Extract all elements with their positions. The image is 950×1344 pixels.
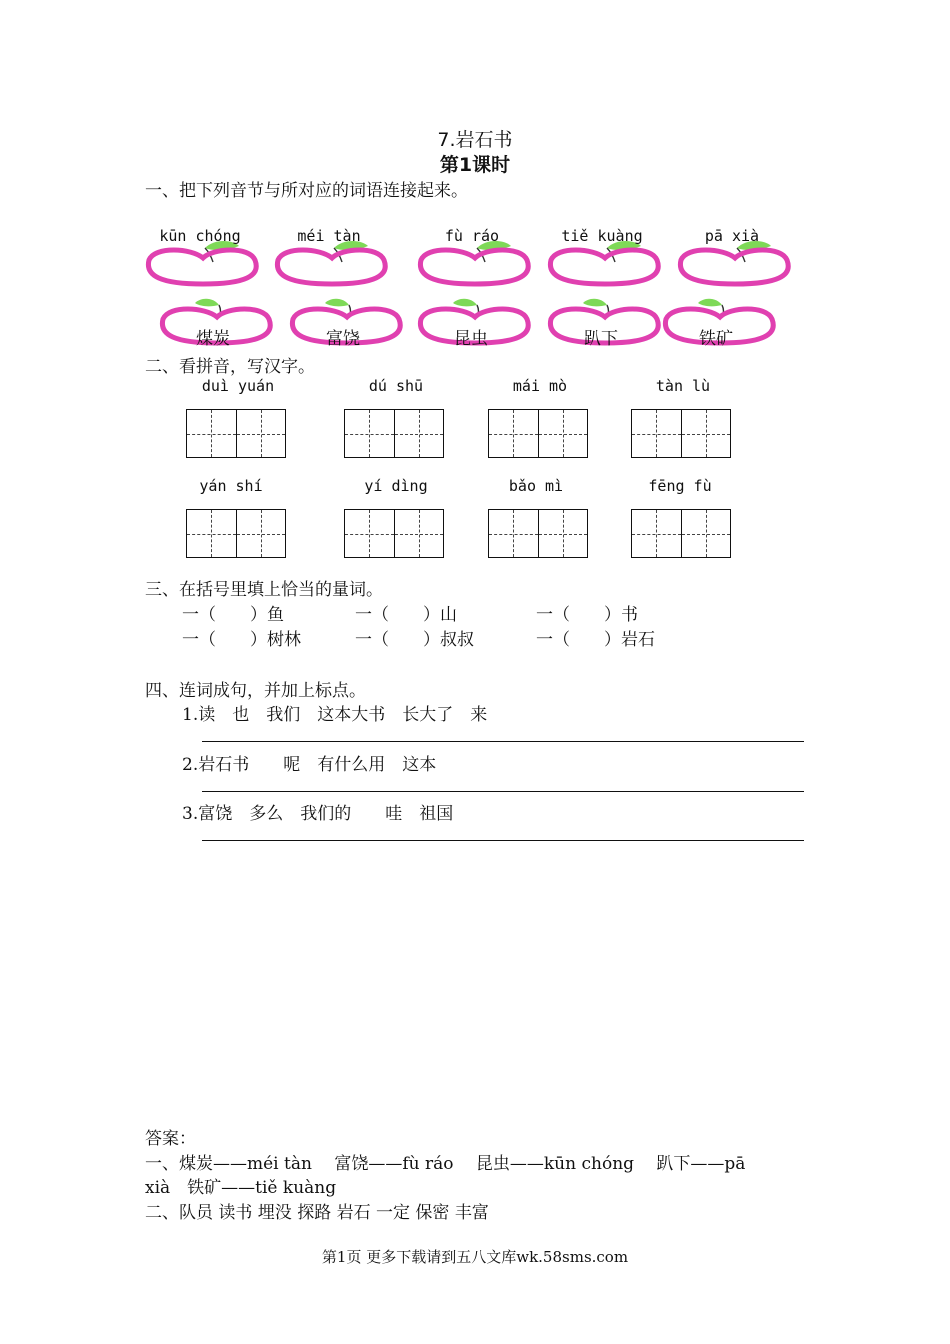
pinyin-label: yí dìng [364,477,428,495]
sentence-item: 2.岩石书 呢 有什么用 这本 [182,755,437,775]
word-option[interactable]: 铁矿 [699,329,733,349]
q4-heading: 四、连词成句，并加上标点。 [145,681,366,701]
writing-grid[interactable] [631,509,731,558]
answers-label: 答案： [145,1129,196,1149]
writing-grid[interactable] [186,509,286,558]
word-option[interactable]: 趴下 [584,329,618,349]
answer-line[interactable] [202,791,804,792]
pinyin-label: mái mò [512,377,568,395]
lesson-subtitle: 第1课时 [439,154,511,176]
pinyin-syllable[interactable]: pā xià [704,227,760,245]
writing-grid[interactable] [186,409,286,458]
answer-line[interactable] [202,840,804,841]
pinyin-label: fēng fù [648,477,712,495]
pinyin-label: dú shū [368,377,424,395]
measure-word-blank[interactable]: 一（ ）鱼 [182,605,284,625]
page-title: 7.岩石书 [437,129,513,151]
answer-line[interactable] [202,741,804,742]
q1-heading: 一、把下列音节与所对应的词语连接起来。 [145,181,468,201]
q3-heading: 三、在括号里填上恰当的量词。 [145,580,383,600]
pinyin-label: yán shí [199,477,263,495]
measure-word-blank[interactable]: 一（ ）树林 [182,630,301,650]
word-option[interactable]: 昆虫 [454,329,488,349]
page-footer: 第1页 更多下载请到五八文库wk.58sms.com [321,1248,629,1266]
writing-grid[interactable] [488,509,588,558]
answers-line: 二、队员 读书 埋没 探路 岩石 一定 保密 丰富 [145,1203,489,1223]
measure-word-blank[interactable]: 一（ ）山 [355,605,457,625]
measure-word-blank[interactable]: 一（ ）叔叔 [355,630,474,650]
q2-heading: 二、看拼音，写汉字。 [145,357,315,377]
word-option[interactable]: 富饶 [326,329,360,349]
writing-grid[interactable] [488,409,588,458]
pinyin-syllable[interactable]: tiě kuàng [561,227,643,245]
measure-word-blank[interactable]: 一（ ）书 [536,605,638,625]
pinyin-label: bǎo mì [508,477,564,495]
pinyin-syllable[interactable]: kūn chóng [159,227,241,245]
answers-line: 一、煤炭——méi tàn 富饶——fù ráo 昆虫——kūn chóng 趴下——pā [145,1154,746,1174]
writing-grid[interactable] [344,409,444,458]
word-option[interactable]: 煤炭 [196,329,230,349]
sentence-item: 1.读 也 我们 这本大书 长大了 来 [182,705,488,725]
pinyin-label: tàn lù [655,377,711,395]
writing-grid[interactable] [344,509,444,558]
answers-line: xià 铁矿——tiě kuàng [145,1178,337,1198]
pinyin-label: duì yuán [201,377,275,395]
measure-word-blank[interactable]: 一（ ）岩石 [536,630,655,650]
pinyin-syllable[interactable]: méi tàn [297,227,361,245]
pinyin-syllable[interactable]: fù ráo [444,227,500,245]
sentence-item: 3.富饶 多么 我们的 哇 祖国 [182,804,454,824]
writing-grid[interactable] [631,409,731,458]
